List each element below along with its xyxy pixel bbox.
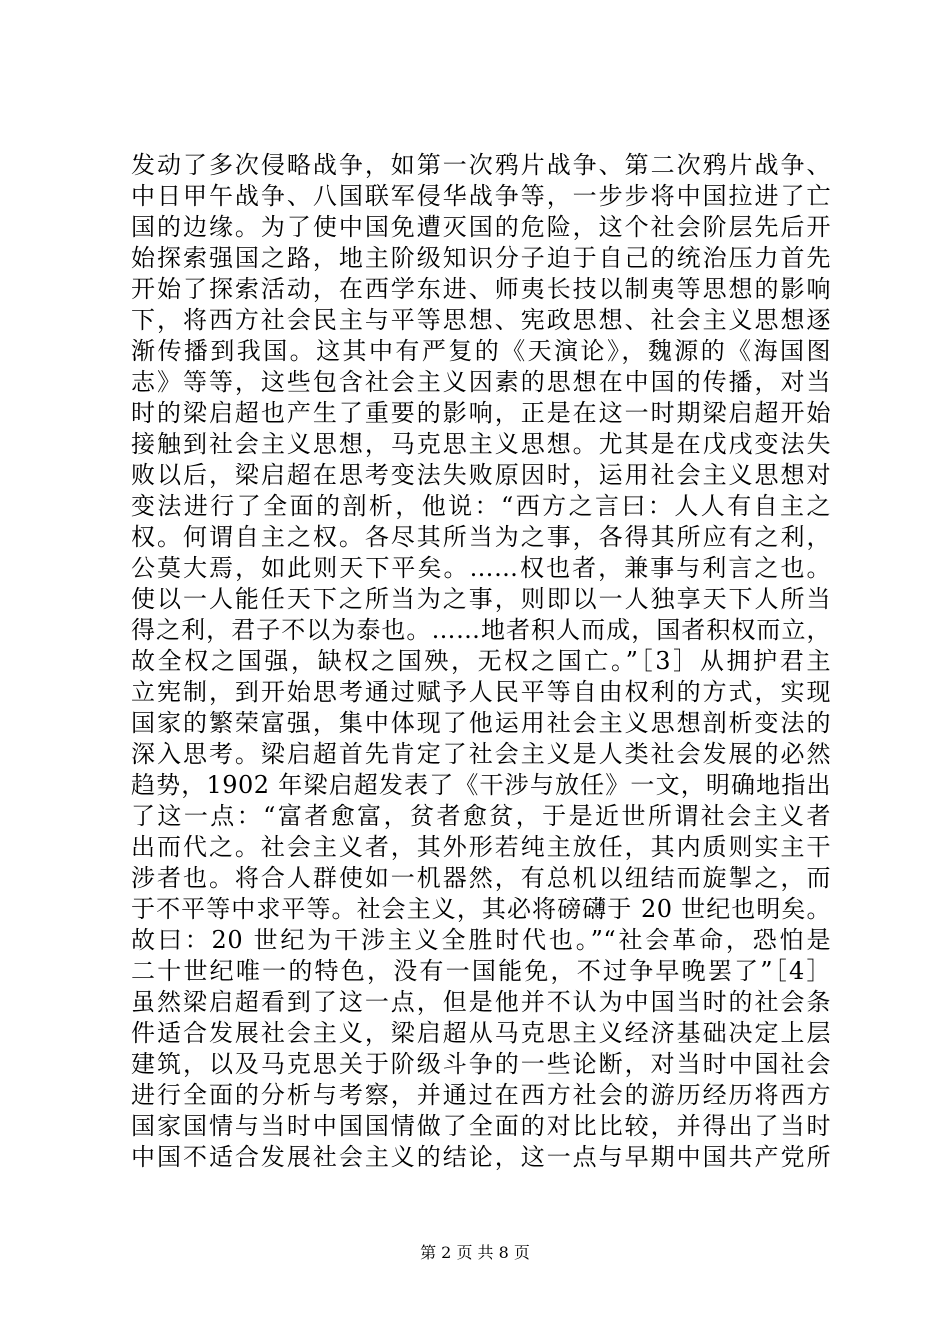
- text-line: 二十世纪唯一的特色，没有一国能免，不过争早晚罢了”［4］: [131, 957, 831, 985]
- text-line: 立宪制，到开始思考通过赋予人民平等自由权利的方式，实现: [131, 678, 831, 706]
- page-footer: [0, 1242, 950, 1264]
- text-line: 时的梁启超也产生了重要的影响，正是在这一时期梁启超开始: [131, 399, 831, 427]
- text-line: 志》等等，这些包含社会主义因素的思想在中国的传播，对当: [131, 368, 831, 396]
- text-line: 接触到社会主义思想，马克思主义思想。尤其是在戊戌变法失: [131, 430, 831, 458]
- text-line: 使以一人能任天下之所当为之事，则即以一人独享天下人所当: [131, 585, 831, 613]
- text-line: 深入思考。梁启超首先肯定了社会主义是人类社会发展的必然: [131, 740, 831, 768]
- text-line: 趋势，1902 年梁启超发表了《干涉与放任》一文，明确地指出: [131, 771, 831, 799]
- text-line: 发动了多次侵略战争，如第一次鸦片战争、第二次鸦片战争、: [131, 151, 831, 179]
- text-line: 进行全面的分析与考察，并通过在西方社会的游历经历将西方: [131, 1081, 831, 1109]
- text-line: 了这一点：“富者愈富，贫者愈贫，于是近世所谓社会主义者: [131, 802, 831, 830]
- text-line: 权。何谓自主之权。各尽其所当为之事，各得其所应有之利，: [131, 523, 831, 551]
- text-line: 涉者也。将合人群使如一机器然，有总机以纽结而旋掣之，而: [131, 864, 831, 892]
- text-line: 国家国情与当时中国国情做了全面的对比比较，并得出了当时: [131, 1112, 831, 1140]
- text-line: 建筑，以及马克思关于阶级斗争的一些论断，对当时中国社会: [131, 1050, 831, 1078]
- text-line: 故曰：20 世纪为干涉主义全胜时代也。”“社会革命，恐怕是: [131, 926, 831, 954]
- text-line: 故全权之国强，缺权之国殃，无权之国亡。”［3］从拥护君主: [131, 647, 831, 675]
- text-line: 得之利，君子不以为泰也。……地者积人而成，国者积权而立，: [131, 616, 831, 644]
- text-line: 国家的繁荣富强，集中体现了他运用社会主义思想剖析变法的: [131, 709, 831, 737]
- text-line: 变法进行了全面的剖析，他说：“西方之言曰：人人有自主之: [131, 492, 831, 520]
- body-text: [131, 150, 831, 1173]
- text-line: 下，将西方社会民主与平等思想、宪政思想、社会主义思想逐: [131, 306, 831, 334]
- text-line: 虽然梁启超看到了这一点，但是他并不认为中国当时的社会条: [131, 988, 831, 1016]
- text-line: 渐传播到我国。这其中有严复的《天演论》，魏源的《海国图: [131, 337, 831, 365]
- text-line: 中国不适合发展社会主义的结论，这一点与早期中国共产党所: [131, 1143, 831, 1171]
- text-line: 败以后，梁启超在思考变法失败原因时，运用社会主义思想对: [131, 461, 831, 489]
- text-line: 公莫大焉，如此则天下平矣。……权也者，兼事与利言之也。: [131, 554, 831, 582]
- text-line: 国的边缘。为了使中国免遭灭国的危险，这个社会阶层先后开: [131, 213, 831, 241]
- text-line: 始探索强国之路，地主阶级知识分子迫于自己的统治压力首先: [131, 244, 831, 272]
- text-line: 中日甲午战争、八国联军侵华战争等，一步步将中国拉进了亡: [131, 182, 831, 210]
- text-line: 出而代之。社会主义者，其外形若纯主放任，其内质则实主干: [131, 833, 831, 861]
- text-line: 于不平等中求平等。社会主义，其必将磅礴于 20 世纪也明矣。: [131, 895, 831, 923]
- page-number-label: 第 2 页 共 8 页: [420, 1243, 530, 1262]
- text-line: 开始了探索活动，在西学东进、师夷长技以制夷等思想的影响: [131, 275, 831, 303]
- text-line: 件适合发展社会主义，梁启超从马克思主义经济基础决定上层: [131, 1019, 831, 1047]
